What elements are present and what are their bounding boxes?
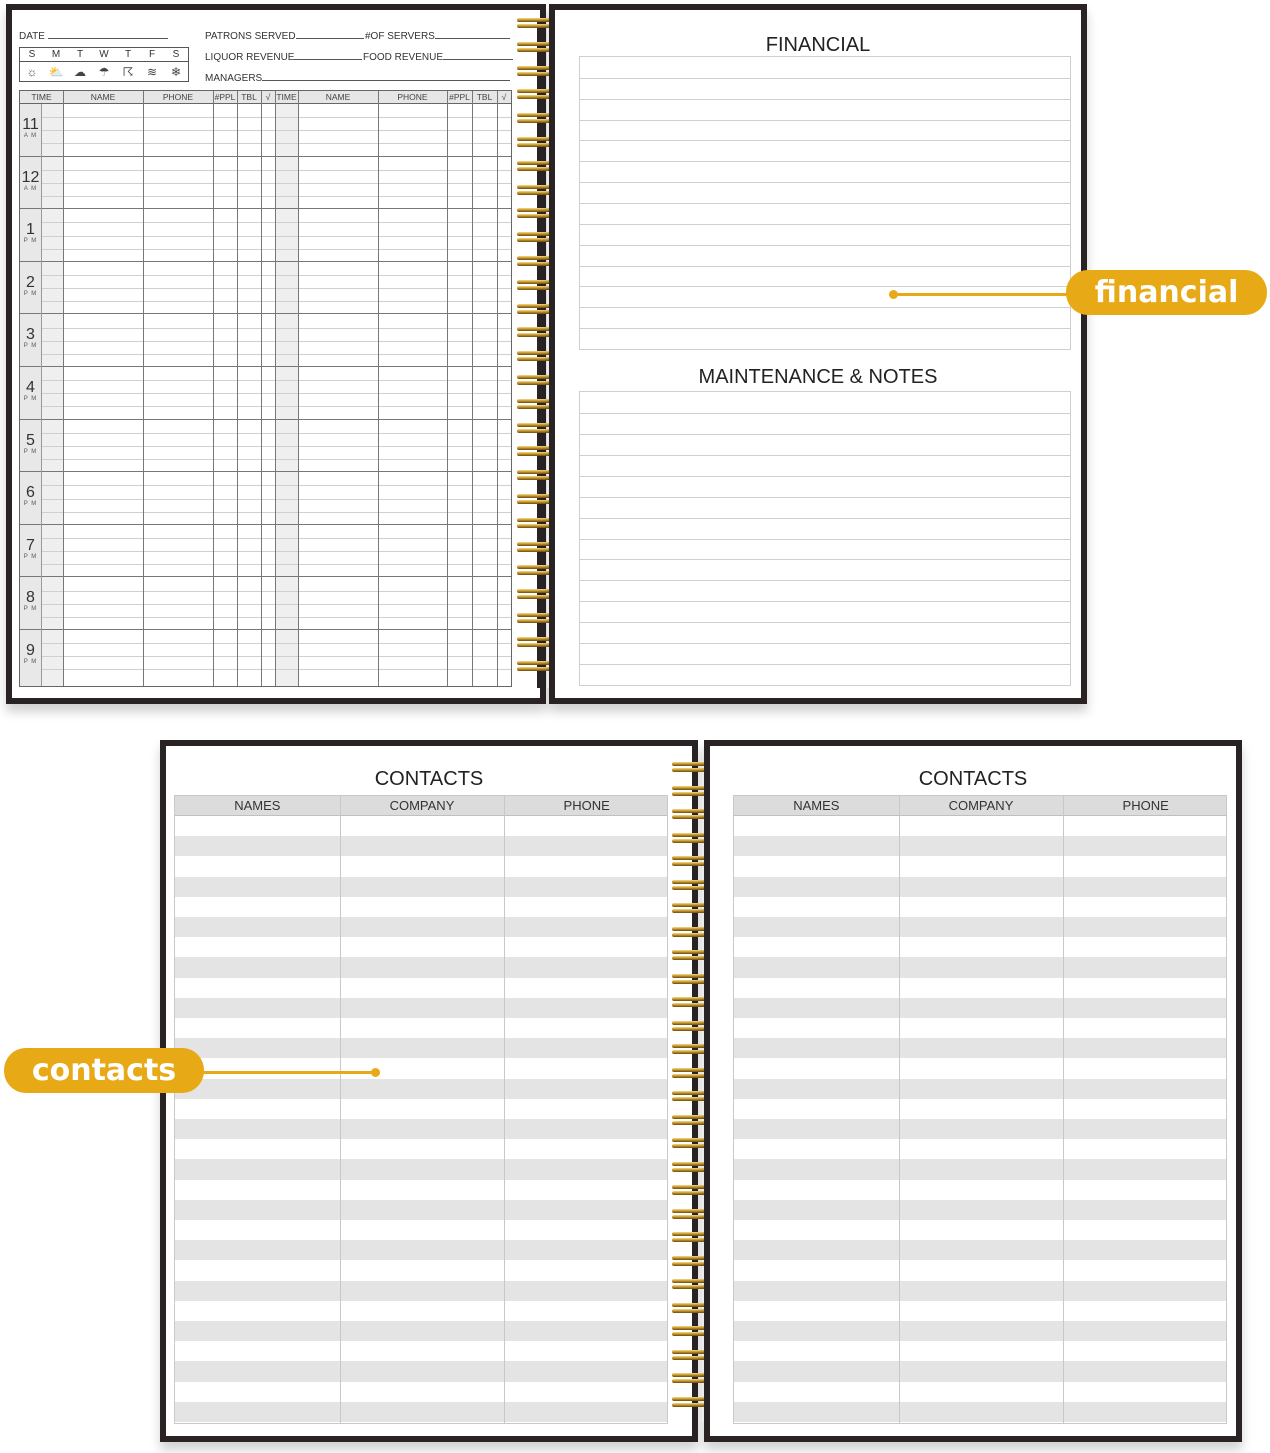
column-divider: [261, 91, 262, 686]
date-field[interactable]: DATE: [19, 31, 168, 42]
column-divider: [340, 796, 341, 1423]
contacts-title-left: CONTACTS: [374, 768, 484, 790]
contact-row[interactable]: [734, 1200, 1226, 1220]
contact-row[interactable]: [734, 998, 1226, 1018]
contact-row[interactable]: [734, 1281, 1226, 1301]
hour-divider: [20, 157, 511, 210]
column-header: PHONE: [397, 92, 428, 102]
column-divider: [497, 91, 498, 686]
contact-row[interactable]: [175, 937, 667, 957]
contacts-callout-dot: [371, 1068, 380, 1077]
contact-row[interactable]: [175, 1079, 667, 1099]
partly-cloudy-icon[interactable]: ⛅: [48, 64, 64, 79]
contact-row[interactable]: [175, 1260, 667, 1280]
contact-row[interactable]: [734, 1139, 1226, 1159]
contact-row[interactable]: [734, 978, 1226, 998]
column-header: TIME: [31, 92, 52, 102]
hour-divider: [20, 525, 511, 578]
contact-row[interactable]: [734, 1240, 1226, 1260]
ruled-line: [580, 78, 1070, 79]
ruled-line: [580, 286, 1070, 287]
ruled-line: [580, 99, 1070, 100]
contacts-table-right: [733, 795, 1227, 1424]
contact-row[interactable]: [734, 1321, 1226, 1341]
hour-divider: [20, 104, 511, 157]
contact-row[interactable]: [175, 1361, 667, 1381]
contact-row[interactable]: [734, 1018, 1226, 1038]
hour-divider: [20, 367, 511, 420]
contact-row[interactable]: [175, 856, 667, 876]
ruled-line: [580, 622, 1070, 623]
column-divider: [237, 91, 238, 686]
hour-label: 5 P M: [23, 431, 38, 455]
contact-row[interactable]: [734, 937, 1226, 957]
ruled-line: [580, 497, 1070, 498]
column-divider: [143, 91, 144, 686]
column-header: √: [501, 92, 507, 102]
contact-row[interactable]: [175, 1119, 667, 1139]
hour-label: 2 P M: [23, 273, 38, 297]
ruled-line: [580, 182, 1070, 183]
ruled-line: [580, 245, 1070, 246]
column-divider: [378, 91, 379, 686]
column-header: TBL: [241, 92, 257, 102]
weekday-0[interactable]: S: [20, 48, 44, 62]
maintenance-lines[interactable]: [579, 391, 1071, 686]
hour-label: 6 P M: [23, 484, 38, 508]
hour-label: 12 A M: [21, 168, 40, 192]
weekday-5[interactable]: F: [140, 48, 164, 62]
ruled-line: [580, 643, 1070, 644]
contact-row[interactable]: [175, 1321, 667, 1341]
hour-divider: [20, 209, 511, 262]
hour-label: 1 P M: [23, 221, 38, 245]
rain-cloud-icon[interactable]: ☂: [98, 64, 110, 79]
servers-field[interactable]: #OF SERVERS: [365, 31, 510, 42]
financial-page: [549, 4, 1087, 704]
contact-row[interactable]: [175, 957, 667, 977]
contact-row[interactable]: [734, 957, 1226, 977]
column-header: PHONE: [162, 92, 194, 102]
contact-row[interactable]: [734, 1301, 1226, 1321]
column-divider: [63, 91, 64, 686]
contact-row[interactable]: [175, 1240, 667, 1260]
contact-row[interactable]: [175, 917, 667, 937]
ruled-line: [580, 518, 1070, 519]
financial-title: FINANCIAL: [765, 34, 871, 56]
contact-row[interactable]: [734, 836, 1226, 856]
weekday-2[interactable]: T: [68, 48, 92, 62]
contact-row[interactable]: [175, 1301, 667, 1321]
ruled-line: [580, 601, 1070, 602]
hour-divider: [20, 577, 511, 630]
reservation-page: [6, 4, 546, 704]
contact-row[interactable]: [734, 856, 1226, 876]
column-divider: [213, 91, 214, 686]
contact-row[interactable]: [175, 1139, 667, 1159]
snowflake-icon[interactable]: ❄: [170, 64, 182, 79]
ruled-line: [580, 664, 1070, 665]
column-divider: [41, 104, 42, 686]
ruled-line: [580, 328, 1070, 329]
ruled-line: [580, 413, 1070, 414]
liquor-revenue-field[interactable]: LIQUOR REVENUE: [205, 52, 362, 63]
contact-row[interactable]: [175, 1341, 667, 1361]
financial-callout: financial: [1066, 270, 1267, 315]
cloud-icon[interactable]: ☁: [74, 64, 86, 79]
maintenance-title: MAINTENANCE & NOTES: [698, 366, 938, 388]
contact-row[interactable]: [734, 1260, 1226, 1280]
contact-row[interactable]: [175, 1200, 667, 1220]
column-header: NAME: [325, 92, 351, 102]
weekday-6[interactable]: S: [164, 48, 188, 62]
food-revenue-field[interactable]: FOOD REVENUE: [363, 52, 513, 63]
weekday-3[interactable]: W: [92, 48, 116, 62]
contact-row[interactable]: [734, 1058, 1226, 1078]
hour-divider: [20, 314, 511, 367]
contact-row[interactable]: [175, 1402, 667, 1422]
weekday-1[interactable]: M: [44, 48, 68, 62]
hour-label: 4 P M: [23, 379, 38, 402]
reservation-table: [19, 90, 512, 687]
contacts-callout-leader: [200, 1071, 376, 1074]
column-divider: [472, 91, 473, 686]
patrons-served-field[interactable]: PATRONS SERVED: [205, 31, 364, 42]
contact-row[interactable]: [734, 1159, 1226, 1179]
contacts-table-left: [174, 795, 668, 1424]
ruled-line: [580, 434, 1070, 435]
contact-row[interactable]: [175, 877, 667, 897]
contact-row[interactable]: [734, 1119, 1226, 1139]
contact-row[interactable]: [734, 1079, 1226, 1099]
wind-icon[interactable]: ≋: [146, 64, 158, 79]
hour-label: 11 A M: [22, 116, 39, 139]
contact-row[interactable]: [734, 897, 1226, 917]
contact-row[interactable]: [175, 998, 667, 1018]
contact-row[interactable]: [175, 1220, 667, 1240]
column-header: #PPL: [214, 92, 236, 102]
contact-row[interactable]: [175, 1159, 667, 1179]
contact-row[interactable]: [175, 816, 667, 836]
ruled-line: [580, 120, 1070, 121]
column-divider: [504, 796, 505, 1423]
column-header: TIME: [276, 92, 297, 102]
ruled-line: [580, 476, 1070, 477]
contact-row[interactable]: [734, 1180, 1226, 1200]
ruled-line: [580, 307, 1070, 308]
contact-row[interactable]: [734, 1099, 1226, 1119]
hour-label: 7 P M: [23, 536, 38, 560]
contacts-page-left: [160, 740, 698, 1442]
contacts-callout: contacts: [4, 1048, 204, 1093]
financial-lines[interactable]: [579, 56, 1071, 350]
contact-row[interactable]: [734, 1382, 1226, 1402]
ruled-line: [580, 539, 1070, 540]
contact-row[interactable]: [175, 1382, 667, 1402]
contact-row[interactable]: [734, 1220, 1226, 1240]
column-header: COMPANY: [948, 798, 1014, 813]
contact-row[interactable]: [175, 1180, 667, 1200]
ruled-line: [580, 559, 1070, 560]
contact-row[interactable]: [734, 1361, 1226, 1381]
contacts-header: [734, 796, 1226, 816]
column-divider: [899, 796, 900, 1423]
column-header: COMPANY: [389, 798, 455, 813]
contact-row[interactable]: [175, 1058, 667, 1078]
contacts-title-right: CONTACTS: [918, 768, 1028, 790]
hour-label: 8 P M: [23, 589, 38, 613]
column-divider: [298, 91, 299, 686]
contact-row[interactable]: [734, 1341, 1226, 1361]
managers-field[interactable]: MANAGERS: [205, 73, 510, 84]
contact-row[interactable]: [734, 917, 1226, 937]
hour-label: 3 P M: [23, 326, 38, 350]
hour-divider: [20, 262, 511, 315]
quarter-line: [41, 669, 511, 670]
contact-row[interactable]: [175, 1281, 667, 1301]
storm-cloud-icon[interactable]: ☈: [122, 64, 134, 79]
contact-row[interactable]: [175, 1038, 667, 1058]
contact-row[interactable]: [175, 836, 667, 856]
column-header: √: [265, 92, 271, 102]
ruled-line: [580, 140, 1070, 141]
ruled-line: [580, 224, 1070, 225]
column-divider: [1063, 796, 1064, 1423]
contact-row[interactable]: [734, 1402, 1226, 1422]
column-header: PHONE: [563, 798, 610, 813]
ruled-line: [580, 580, 1070, 581]
hour-divider: [20, 420, 511, 473]
contacts-header: [175, 796, 667, 816]
column-divider: [447, 91, 448, 686]
sun-icon[interactable]: ☼: [26, 64, 38, 79]
ruled-line: [580, 203, 1070, 204]
column-header: NAMES: [234, 798, 281, 813]
reservation-table-header: [20, 91, 511, 104]
quarter-line: [41, 656, 511, 657]
contact-row[interactable]: [175, 978, 667, 998]
ruled-line: [580, 266, 1070, 267]
contact-row[interactable]: [175, 1099, 667, 1119]
weekday-4[interactable]: T: [116, 48, 140, 62]
column-header: PHONE: [1122, 798, 1169, 813]
contact-row[interactable]: [175, 1018, 667, 1038]
ruled-line: [580, 161, 1070, 162]
column-header: NAMES: [793, 798, 840, 813]
ruled-line: [580, 455, 1070, 456]
contact-row[interactable]: [734, 877, 1226, 897]
contact-row[interactable]: [734, 816, 1226, 836]
quarter-line: [41, 643, 511, 644]
financial-callout-leader: [893, 293, 1073, 296]
hour-label: 9 P M: [23, 642, 38, 665]
column-header: #PPL: [449, 92, 470, 102]
hour-divider: [20, 472, 511, 525]
contacts-page-right: [704, 740, 1242, 1442]
column-header: NAME: [90, 92, 116, 102]
column-divider: [275, 91, 276, 686]
contact-row[interactable]: [734, 1038, 1226, 1058]
weekday-weather-box: [19, 47, 189, 82]
column-header: TBL: [476, 92, 493, 102]
contact-row[interactable]: [175, 897, 667, 917]
